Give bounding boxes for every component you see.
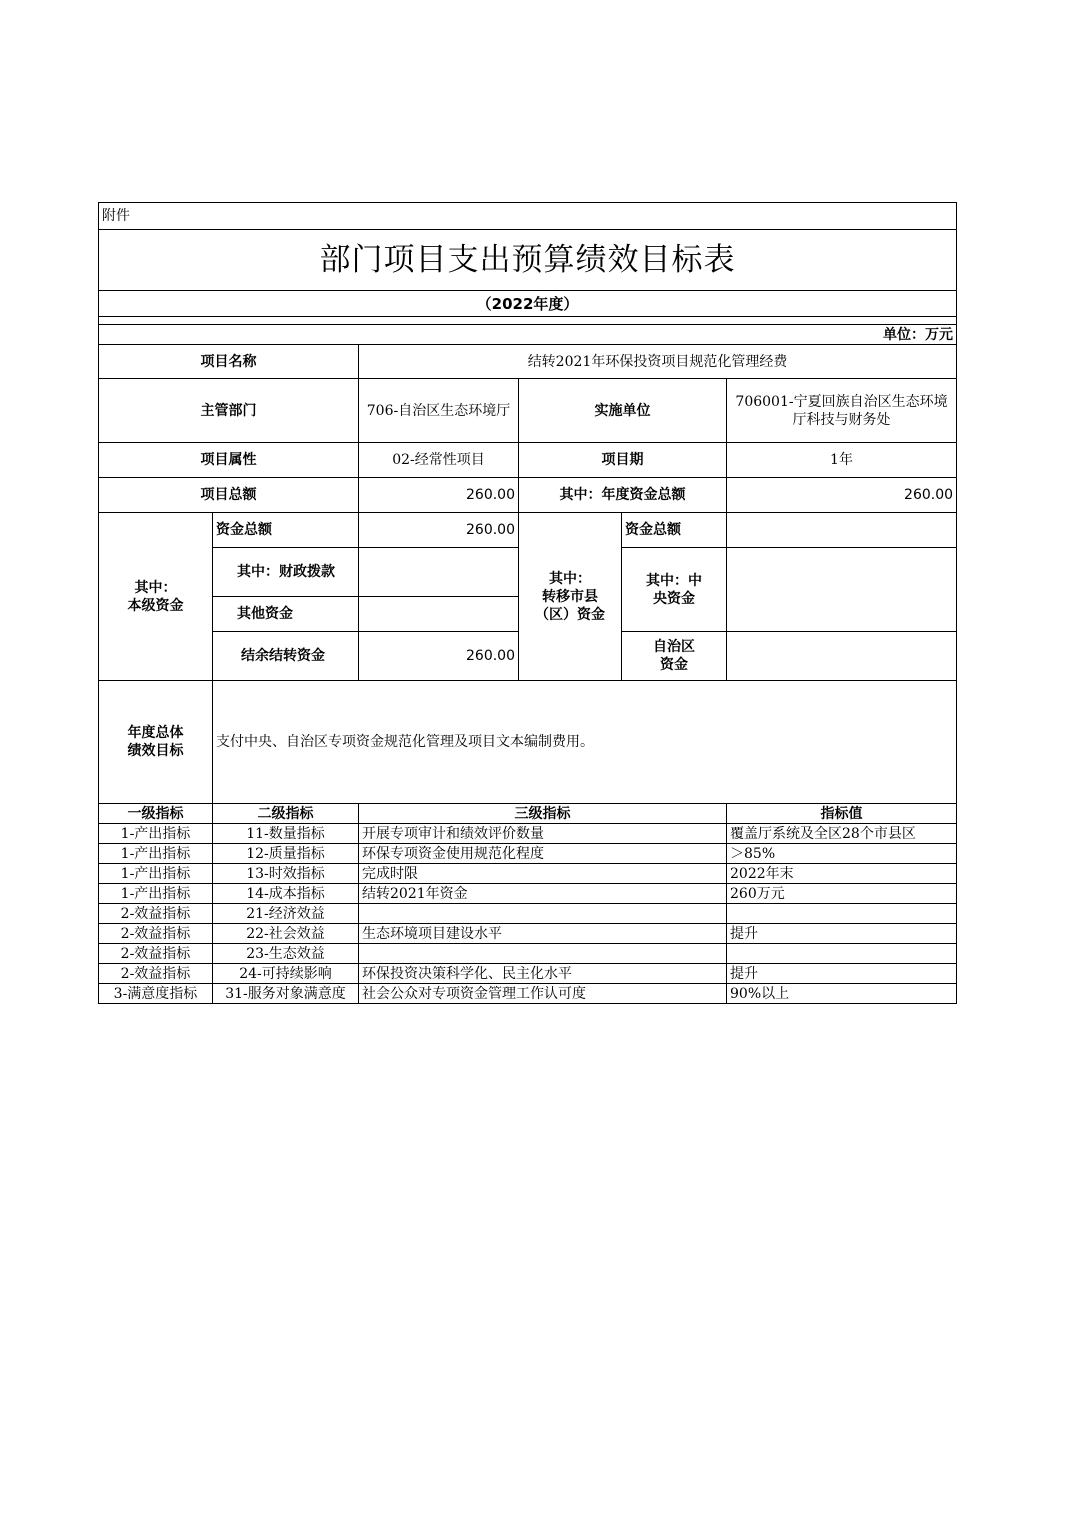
table-row <box>99 884 957 904</box>
attr-label: 项目属性 <box>99 443 359 478</box>
level2-cell: 22-社会效益 <box>213 924 359 944</box>
table-row <box>99 904 957 924</box>
value-cell: 覆盖厅系统及全区28个市县区 <box>727 824 957 844</box>
level2-cell: 24-可持续影响 <box>213 964 359 984</box>
impl-value: 706001-宁夏回族自治区生态环境厅科技与财务处 <box>727 379 957 443</box>
region-funds-value <box>727 632 957 681</box>
level1-cell: 2-效益指标 <box>99 924 213 944</box>
impl-label: 实施单位 <box>519 379 727 443</box>
table-row <box>99 924 957 944</box>
level3-cell <box>359 944 727 964</box>
level1-cell: 1-产出指标 <box>99 844 213 864</box>
level3-cell <box>359 904 727 924</box>
table-row <box>99 844 957 864</box>
level2-cell: 11-数量指标 <box>213 824 359 844</box>
dept-label: 主管部门 <box>99 379 359 443</box>
transfer-total-label: 资金总额 <box>622 513 727 548</box>
attr-value: 02-经常性项目 <box>359 443 519 478</box>
level2-cell: 12-质量指标 <box>213 844 359 864</box>
value-cell: 90%以上 <box>727 984 957 1004</box>
table-row <box>99 984 957 1004</box>
level1-cell: 1-产出指标 <box>99 884 213 904</box>
level3-cell: 结转2021年资金 <box>359 884 727 904</box>
level1-cell: 1-产出指标 <box>99 864 213 884</box>
level1-cell: 1-产出指标 <box>99 824 213 844</box>
value-cell: 260万元 <box>727 884 957 904</box>
level3-cell: 开展专项审计和绩效评价数量 <box>359 824 727 844</box>
header-level1: 一级指标 <box>99 804 213 824</box>
region-funds-label: 自治区 资金 <box>622 632 727 681</box>
fiscal-grant-label: 其中：财政拨款 <box>213 548 359 597</box>
budget-performance-sheet <box>98 202 956 1004</box>
level3-cell: 生态环境项目建设水平 <box>359 924 727 944</box>
annual-goal-label: 年度总体 绩效目标 <box>99 681 213 804</box>
table-row <box>99 944 957 964</box>
level2-cell: 21-经济效益 <box>213 904 359 924</box>
header-level2: 二级指标 <box>213 804 359 824</box>
table-row <box>99 824 957 844</box>
header-level3: 三级指标 <box>359 804 727 824</box>
other-funds-value <box>359 597 519 632</box>
spacer-row <box>99 317 957 325</box>
level2-cell: 23-生态效益 <box>213 944 359 964</box>
fund-total-value: 260.00 <box>359 513 519 548</box>
level3-cell: 环保专项资金使用规范化程度 <box>359 844 727 864</box>
fund-total-label: 资金总额 <box>213 513 359 548</box>
annual-goal-text: 支付中央、自治区专项资金规范化管理及项目文本编制费用。 <box>213 681 957 804</box>
page-title: 部门项目支出预算绩效目标表 <box>99 230 957 291</box>
central-funds-label: 其中：中 央资金 <box>622 548 727 632</box>
unit-label: 单位：万元 <box>99 325 957 345</box>
project-name-value: 结转2021年环保投资项目规范化管理经费 <box>359 345 957 379</box>
local-funds-label: 其中： 本级资金 <box>99 513 213 681</box>
level2-cell: 31-服务对象满意度 <box>213 984 359 1004</box>
fiscal-grant-value <box>359 548 519 597</box>
indicator-table <box>98 803 957 1004</box>
transfer-total-value <box>727 513 957 548</box>
annual-label: 其中：年度资金总额 <box>519 478 727 513</box>
value-cell: 2022年末 <box>727 864 957 884</box>
other-funds-label: 其他资金 <box>213 597 359 632</box>
level1-cell: 2-效益指标 <box>99 904 213 924</box>
value-cell: 提升 <box>727 924 957 944</box>
period-label: 项目期 <box>519 443 727 478</box>
carryover-label: 结余结转资金 <box>213 632 359 681</box>
table-row <box>99 864 957 884</box>
level1-cell: 2-效益指标 <box>99 944 213 964</box>
header-value: 指标值 <box>727 804 957 824</box>
value-cell: ＞85% <box>727 844 957 864</box>
table-row <box>99 964 957 984</box>
fiscal-year: （2022年度） <box>99 291 957 317</box>
value-cell <box>727 944 957 964</box>
level3-cell: 完成时限 <box>359 864 727 884</box>
main-table <box>98 202 957 804</box>
level2-cell: 14-成本指标 <box>213 884 359 904</box>
total-label: 项目总额 <box>99 478 359 513</box>
central-funds-value <box>727 548 957 632</box>
transfer-funds-label: 其中： 转移市县 （区）资金 <box>519 513 622 681</box>
project-name-label: 项目名称 <box>99 345 359 379</box>
total-value: 260.00 <box>359 478 519 513</box>
level3-cell: 社会公众对专项资金管理工作认可度 <box>359 984 727 1004</box>
period-value: 1年 <box>727 443 957 478</box>
carryover-value: 260.00 <box>359 632 519 681</box>
annual-value: 260.00 <box>727 478 957 513</box>
dept-value: 706-自治区生态环境厅 <box>359 379 519 443</box>
level3-cell: 环保投资决策科学化、民主化水平 <box>359 964 727 984</box>
level1-cell: 3-满意度指标 <box>99 984 213 1004</box>
level1-cell: 2-效益指标 <box>99 964 213 984</box>
level2-cell: 13-时效指标 <box>213 864 359 884</box>
value-cell: 提升 <box>727 964 957 984</box>
value-cell <box>727 904 957 924</box>
attachment-label: 附件 <box>99 203 957 230</box>
